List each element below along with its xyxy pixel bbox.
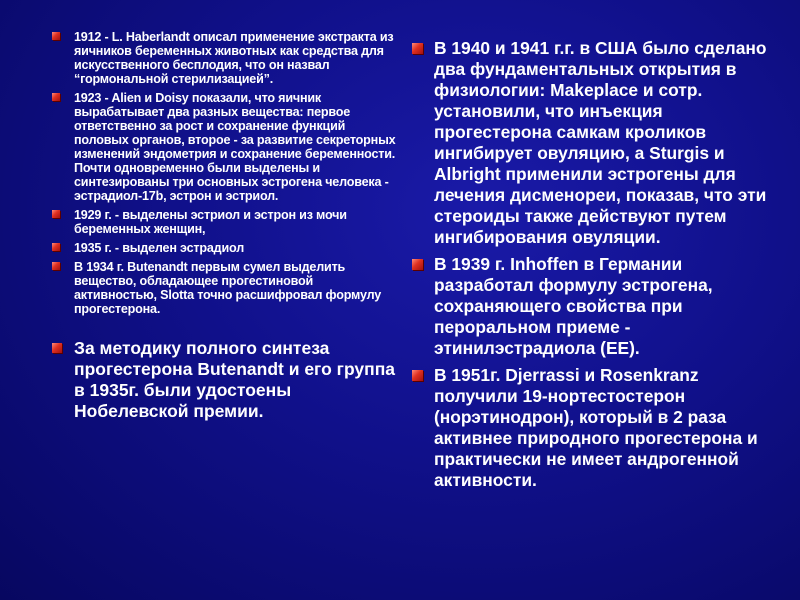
bullet-icon xyxy=(412,370,423,381)
list-item xyxy=(52,260,397,316)
list-item-text: В 1939 г. Inhoffen в Германии разработал формулу эстрогена, сохраняющего свойства при пероральном приеме - этинилэстрадиола (ЕЕ). xyxy=(434,254,713,358)
bullet-icon xyxy=(52,32,60,40)
list-item xyxy=(412,38,780,248)
list-item xyxy=(52,241,397,255)
list-item-text: 1912 - L. Haberlandt описал применение экстракта из яичников беременных животных как средства для искусственного бесплодия, что он назвал “гормональной стерилизацией”. xyxy=(74,30,394,86)
bullet-icon xyxy=(52,343,62,353)
left-bullet-list xyxy=(52,30,397,422)
bullet-icon xyxy=(412,259,423,270)
bullet-icon xyxy=(52,210,60,218)
list-item xyxy=(52,91,397,203)
list-item xyxy=(412,254,780,359)
list-item xyxy=(412,365,780,491)
list-item-text: 1923 - Alien и Doisy показали, что яичник вырабатывает два разных вещества: первое ответственно за рост и сохранение функций половых органов, второе - за развитие секреторных изменений эндометрия и сохранение беременности. Почти одновременно были выделены и синтезированы три основных эстрогена человека - эстрадиол-17b, эстрон и эстриол. xyxy=(74,91,396,203)
list-item-text: 1929 г. - выделены эстриол и эстрон из мочи беременных женщин, xyxy=(74,208,347,236)
left-column xyxy=(52,30,397,422)
list-item xyxy=(52,30,397,86)
bullet-icon xyxy=(52,243,60,251)
list-item-text: 1935 г. - выделен эстрадиол xyxy=(74,241,245,255)
right-bullet-list xyxy=(412,38,780,491)
bullet-icon xyxy=(52,93,60,101)
bullet-icon xyxy=(412,43,423,54)
list-item-text: В 1934 г. Butenandt первым сумел выделить вещество, обладающее прогестиновой активностью, Slotta точно расшифровал формулу прогестерона. xyxy=(74,260,382,316)
list-item-text: В 1951г. Djerrassi и Rosenkranz получили 19-нортестостерон (норэтинодрон), который в 2 раза активнее природного прогестерона и практически не имеет андрогенной активности. xyxy=(434,365,758,490)
list-item xyxy=(52,208,397,236)
list-item-text: В 1940 и 1941 г.г. в США было сделано два фундаментальных открытия в физиологии: Makeplace и сотр. установили, что инъекция прогестерона самкам кроликов ингибирует овуляцию, а Sturgis и Albright применили эстрогены для лечения дисменореи, показав, что эти стероиды также действуют путем ингибирования овуляции. xyxy=(434,38,767,247)
right-column xyxy=(412,38,780,497)
bullet-icon xyxy=(52,262,60,270)
nobel-prize-highlight xyxy=(52,338,397,422)
highlight-text: За методику полного синтеза прогестерона Butenandt и его группа в 1935г. были удостоены Нобелевской премии. xyxy=(74,338,396,421)
